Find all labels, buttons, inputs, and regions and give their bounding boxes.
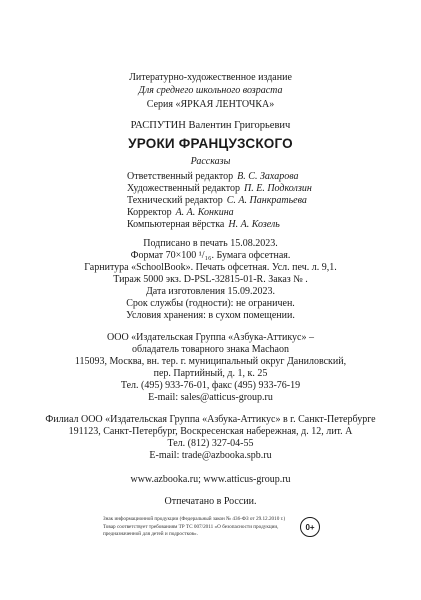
publisher-trademark: обладатель товарного знака Machaon (132, 344, 289, 355)
signed-date: Подписано в печать 15.08.2023. (143, 238, 278, 249)
age-rating-badge: 0+ (300, 517, 320, 537)
staff-role: Ответственный редактор (127, 171, 234, 182)
legal-note: Товар соответствует требованиям ТР ТС 007/2011 «О безопасности продукции, (103, 524, 279, 530)
staff-role: Технический редактор (127, 195, 223, 206)
storage-conditions: Условия хранения: в сухом помещении. (126, 310, 295, 321)
book-format: Формат 70×100 ¹/₁₆. Бумага офсетная. (130, 250, 291, 261)
staff-name: В. С. Захарова (237, 171, 299, 182)
series: Серия «ЯРКАЯ ЛЕНТОЧКА» (146, 99, 275, 110)
staff-row (127, 195, 307, 207)
staff-role: Художественный редактор (127, 183, 240, 194)
audience: Для среднего школьного возраста (138, 85, 283, 96)
websites: www.azbooka.ru; www.atticus-group.ru (130, 474, 291, 485)
branch-name: Филиал ООО «Издательская Группа «Азбука-Аттикус» в г. Санкт-Петербурге (45, 414, 376, 425)
typeface-info: Гарнитура «SchoolBook». Печать офсетная. Усл. печ. л. 9,1. (84, 262, 337, 273)
branch-phone: Тел. (812) 327-04-55 (167, 438, 254, 449)
circulation: Тираж 5000 экз. D-PSL-32815-01-R. Заказ № . (113, 274, 308, 285)
staff-row (127, 207, 234, 219)
legal-note: предназначенной для детей и подростков». (103, 531, 198, 537)
book-title: УРОКИ ФРАНЦУЗСКОГО (128, 136, 293, 151)
author: РАСПУТИН Валентин Григорьевич (130, 120, 291, 131)
staff-name: А. А. Конкина (175, 207, 234, 218)
staff-row (127, 171, 298, 183)
branch-address: 191123, Санкт-Петербург, Воскресенская набережная, д. 12, лит. А (68, 426, 353, 437)
book-subtitle: Рассказы (190, 156, 231, 167)
publisher-address: пер. Партийный, д. 1, к. 25 (153, 368, 268, 379)
legal-note: Знак информационной продукции (Федеральный закон № 436-ФЗ от 29.12.2010 г.) (103, 516, 286, 522)
printed-in: Отпечатано в России. (164, 496, 257, 507)
staff-row (127, 183, 312, 195)
staff-role: Компьютерная вёрстка (127, 219, 225, 230)
staff-row (127, 219, 280, 231)
manufacture-date: Дата изготовления 15.09.2023. (145, 286, 275, 297)
edition-type: Литературно-художественное издание (129, 72, 292, 83)
shelf-life: Срок службы (годности): не ограничен. (126, 298, 295, 309)
staff-role: Корректор (127, 207, 172, 218)
branch-email: E-mail: trade@azbooka.spb.ru (149, 450, 272, 461)
publisher-name: ООО «Издательская Группа «Азбука-Аттикус» – (107, 332, 314, 343)
publisher-address: 115093, Москва, вн. тер. г. муниципальный округ Даниловский, (74, 356, 347, 367)
staff-name: Н. А. Козель (228, 219, 280, 230)
publisher-phone: Тел. (495) 933-76-01, факс (495) 933-76-19 (120, 380, 301, 391)
staff-name: П. Е. Подколзин (244, 183, 312, 194)
staff-name: С. А. Панкратьева (226, 195, 307, 206)
publisher-email: E-mail: sales@atticus-group.ru (148, 392, 273, 403)
